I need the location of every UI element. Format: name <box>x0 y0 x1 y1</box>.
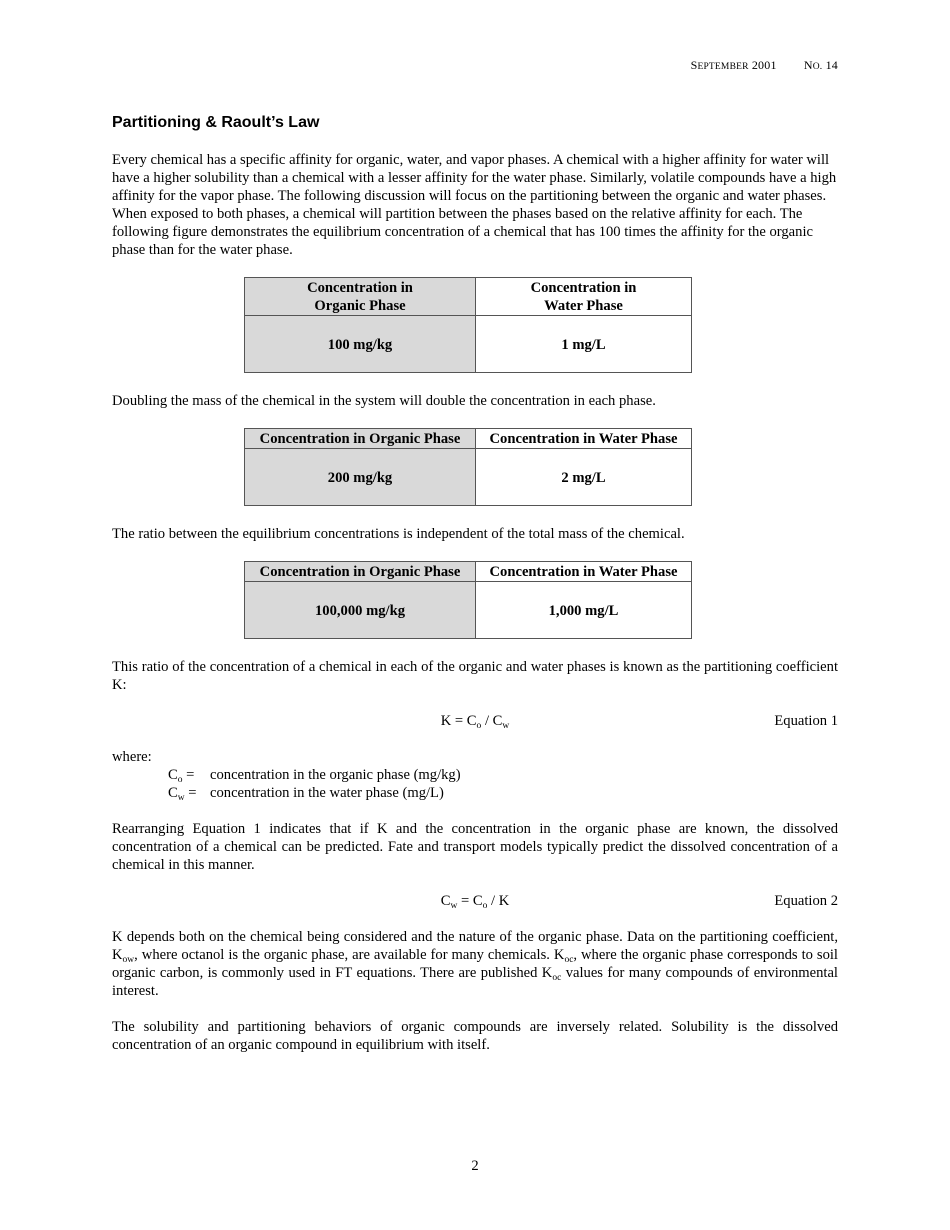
header-month-cap: S <box>690 58 698 72</box>
eq2-rhs: / K <box>487 893 510 909</box>
where-co-c: C <box>168 767 178 783</box>
where-row-cw <box>112 784 838 802</box>
eq1-sub-w: w <box>502 721 510 731</box>
paragraph-doubling: Doubling the mass of the chemical in the system will double the concentration in each phase. <box>112 393 656 409</box>
header-month-rest: EPTEMBER <box>697 62 749 72</box>
table-concentration-3 <box>244 561 692 639</box>
where-cw-desc: concentration in the water phase (mg/L) <box>210 785 444 801</box>
paragraph-partition-coefficient: This ratio of the concentration of a chemical in each of the organic and water phases is known as the partitioning coefficient K: <box>112 659 838 693</box>
eq1-lhs: K = C <box>440 713 477 729</box>
eq2-sub-w: w <box>450 901 458 911</box>
where-co-desc: concentration in the organic phase (mg/kg) <box>210 767 461 783</box>
where-label: where: <box>112 749 152 765</box>
table1-water-header-l2: Water Phase <box>544 298 623 314</box>
header-issue <box>804 56 838 76</box>
eq1-mid: / C <box>481 713 503 729</box>
table3-organic-value: 100,000 mg/kg <box>245 582 476 639</box>
table2-organic-value: 200 mg/kg <box>245 449 476 506</box>
where-symbol-cw <box>168 784 210 802</box>
equation-1-label: Equation 1 <box>774 713 838 729</box>
paragraph-solubility: The solubility and partitioning behaviors of organic compounds are inversely related. Solubility is the dissolved concentration of an organic compound in equilibrium with itself. <box>112 1019 838 1053</box>
para6-text-4: values for many compounds of environmental interest. <box>112 965 838 999</box>
table3-water-header: Concentration in Water Phase <box>476 562 692 582</box>
table1-water-value: 1 mg/L <box>476 316 692 373</box>
paragraph-affinity: Every chemical has a specific affinity for organic, water, and vapor phases. A chemical with a higher affinity for water will have a higher solubility than a chemical with a lesser affinity for the water phase. Similarly, volatile compounds have a high affinity for the vapor phase. The following discussion will focus on the partitioning between the organic and water phases. When exposed to both phases, a chemical will partition between the phases based on the relative affinity for each. The following figure demonstrates the equilibrium concentration of a chemical that has 100 times the affinity for the organic phase than for the water phase. <box>112 152 837 258</box>
header-issue-rest: O. <box>812 62 823 72</box>
table1-water-header-l1: Concentration in <box>530 280 637 296</box>
table-concentration-1 <box>244 277 692 373</box>
table1-water-header <box>476 278 692 316</box>
header-year: 2001 <box>751 58 777 72</box>
table1-organic-header-l2: Organic Phase <box>314 298 406 314</box>
page-number: 2 <box>471 1158 479 1174</box>
where-co-sub: o <box>177 775 183 785</box>
table1-organic-header <box>245 278 476 316</box>
equation-2-formula <box>112 892 838 910</box>
where-cw-c: C <box>168 785 178 801</box>
table2-water-value: 2 mg/L <box>476 449 692 506</box>
where-cw-sub: w <box>177 793 185 803</box>
where-cw-eq: = <box>184 785 197 801</box>
table1-organic-value: 100 mg/kg <box>245 316 476 373</box>
table-concentration-2 <box>244 428 692 506</box>
paragraph-ratio: The ratio between the equilibrium concentrations is independent of the total mass of the chemical. <box>112 526 685 542</box>
header-issue-cap: N <box>803 58 813 72</box>
where-symbol-co <box>168 766 210 784</box>
table1-organic-header-l1: Concentration in <box>307 280 413 296</box>
para6-sub-oc-2: oc <box>552 973 562 983</box>
para6-text-2: , where octanol is the organic phase, are available for many chemicals. K <box>134 947 565 963</box>
table2-organic-header: Concentration in Organic Phase <box>245 429 476 449</box>
eq2-sub-o: o <box>482 901 488 911</box>
where-co-eq: = <box>182 767 195 783</box>
equation-1-formula <box>112 712 838 730</box>
header-issue-num: 14 <box>825 58 838 72</box>
running-header <box>691 56 838 76</box>
where-row-co <box>112 766 838 784</box>
equation-2 <box>112 892 838 910</box>
paragraph-rearranging: Rearranging Equation 1 indicates that if K and the concentration in the organic phase are known, the dissolved concentration of a chemical can be predicted. Fate and transport models typically predict the dissolved concentration of a chemical in this manner. <box>112 821 838 873</box>
para6-text-1: K depends both on the chemical being considered and the nature of the organic phase. Data on the partitioning coefficient, K <box>112 929 838 963</box>
table3-water-value: 1,000 mg/L <box>476 582 692 639</box>
page-content <box>112 113 838 1054</box>
eq2-mid: = C <box>457 893 483 909</box>
paragraph-k-depends <box>112 928 838 1000</box>
para6-sub-ow: ow <box>122 955 135 965</box>
eq2-c: C <box>440 893 451 909</box>
section-title: Partitioning & Raoult’s Law <box>112 114 320 131</box>
eq1-sub-o: o <box>476 721 482 731</box>
equation-1 <box>112 712 838 730</box>
header-date <box>691 56 777 76</box>
para6-text-3: , where the organic phase corresponds to soil organic carbon, is commonly used in FT equations. There are published K <box>112 947 838 981</box>
table3-organic-header: Concentration in Organic Phase <box>245 562 476 582</box>
para6-sub-oc-1: oc <box>564 955 574 965</box>
equation-2-label: Equation 2 <box>774 893 838 909</box>
table2-water-header: Concentration in Water Phase <box>476 429 692 449</box>
